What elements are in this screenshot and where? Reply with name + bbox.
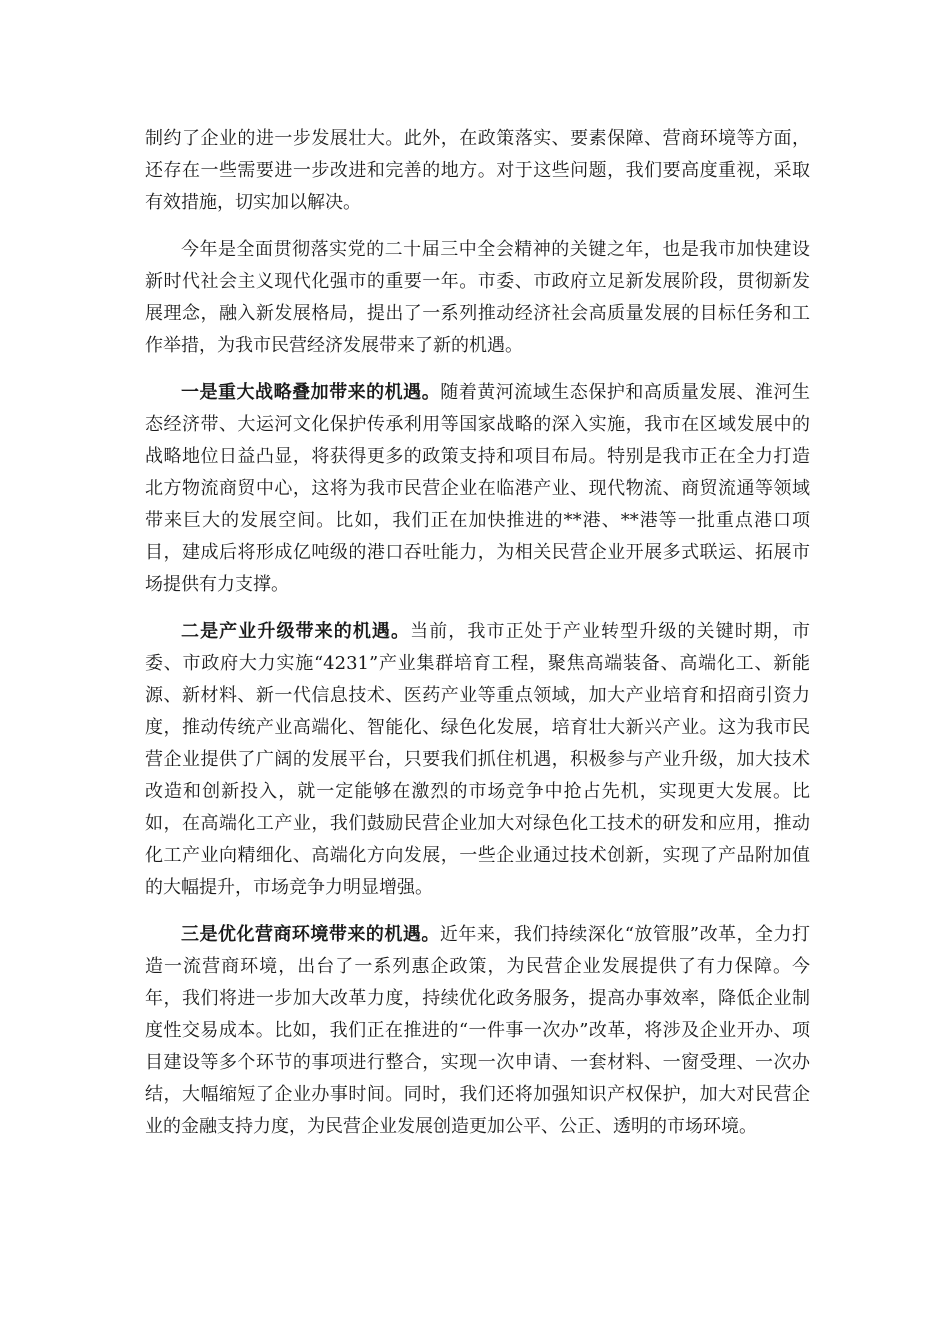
paragraph-text: 随着黄河流域生态保护和高质量发展、淮河生态经济带、大运河文化保护传承利用等国家战略的深入实施，我市在区域发展中的战略地位日益凸显，将获得更多的政策支持和项目布局。特别是我市正在全力打造北方物流商贸中心，这将为我市民营企业在临港产业、现代物流、商贸流通等领域带来巨大的发展空间。比如，我们正在加快推进的**港、**港等一批重点港口项目，建成后将形成亿吨级的港口吞吐能力，为相关民营企业开展多式联运、拓展市场提供有力支撑。 xyxy=(145,382,811,595)
paragraph-text: 制约了企业的进一步发展壮大。此外，在政策落实、要素保障、营商环境等方面，还存在一些需要进一步改进和完善的地方。对于这些问题，我们要高度重视，采取有效措施，切实加以解决。 xyxy=(145,128,810,213)
paragraph-text: 今年是全面贯彻落实党的二十届三中全会精神的关键之年，也是我市加快建设新时代社会主义现代化强市的重要一年。市委、市政府立足新发展阶段，贯彻新发展理念，融入新发展格局，提出了一系列推动经济社会高质量发展的目标任务和工作举措，为我市民营经济发展带来了新的机遇。 xyxy=(145,239,810,356)
paragraph-industry-opportunity xyxy=(145,616,810,904)
paragraph-lead-heading: 一是重大战略叠加带来的机遇。 xyxy=(181,382,441,403)
paragraph-lead-heading: 三是优化营商环境带来的机遇。 xyxy=(181,924,440,945)
paragraph-opportunity-intro xyxy=(145,234,810,362)
paragraph-continuation xyxy=(145,123,810,219)
paragraph-strategy-opportunity xyxy=(145,377,810,601)
paragraph-text: 当前，我市正处于产业转型升级的关键时期，市委、市政府大力实施“4231”产业集群培育工程，聚焦高端装备、高端化工、新能源、新材料、新一代信息技术、医药产业等重点领域，加大产业培育和招商引资力度，推动传统产业高端化、智能化、绿色化发展，培育壮大新兴产业。这为我市民营企业提供了广阔的发展平台，只要我们抓住机遇，积极参与产业升级，加大技术改造和创新投入，就一定能够在激烈的市场竞争中抢占先机，实现更大发展。比如，在高端化工产业，我们鼓励民营企业加大对绿色化工技术的研发和应用，推动化工产业向精细化、高端化方向发展，一些企业通过技术创新，实现了产品附加值的大幅提升，市场竞争力明显增强。 xyxy=(145,621,810,898)
document-page xyxy=(145,123,810,1158)
paragraph-text: 近年来，我们持续深化“放管服”改革，全力打造一流营商环境，出台了一系列惠企政策，为民营企业发展提供了有力保障。今年，我们将进一步加大改革力度，持续优化政务服务，提高办事效率，降低企业制度性交易成本。比如，我们正在推进的“一件事一次办”改革，将涉及企业开办、项目建设等多个环节的事项进行整合，实现一次申请、一套材料、一窗受理、一次办结，大幅缩短了企业办事时间。同时，我们还将加强知识产权保护，加大对民营企业的金融支持力度，为民营企业发展创造更加公平、公正、透明的市场环境。 xyxy=(145,924,811,1137)
paragraph-business-environment-opportunity xyxy=(145,919,810,1143)
paragraph-lead-heading: 二是产业升级带来的机遇。 xyxy=(181,621,411,642)
